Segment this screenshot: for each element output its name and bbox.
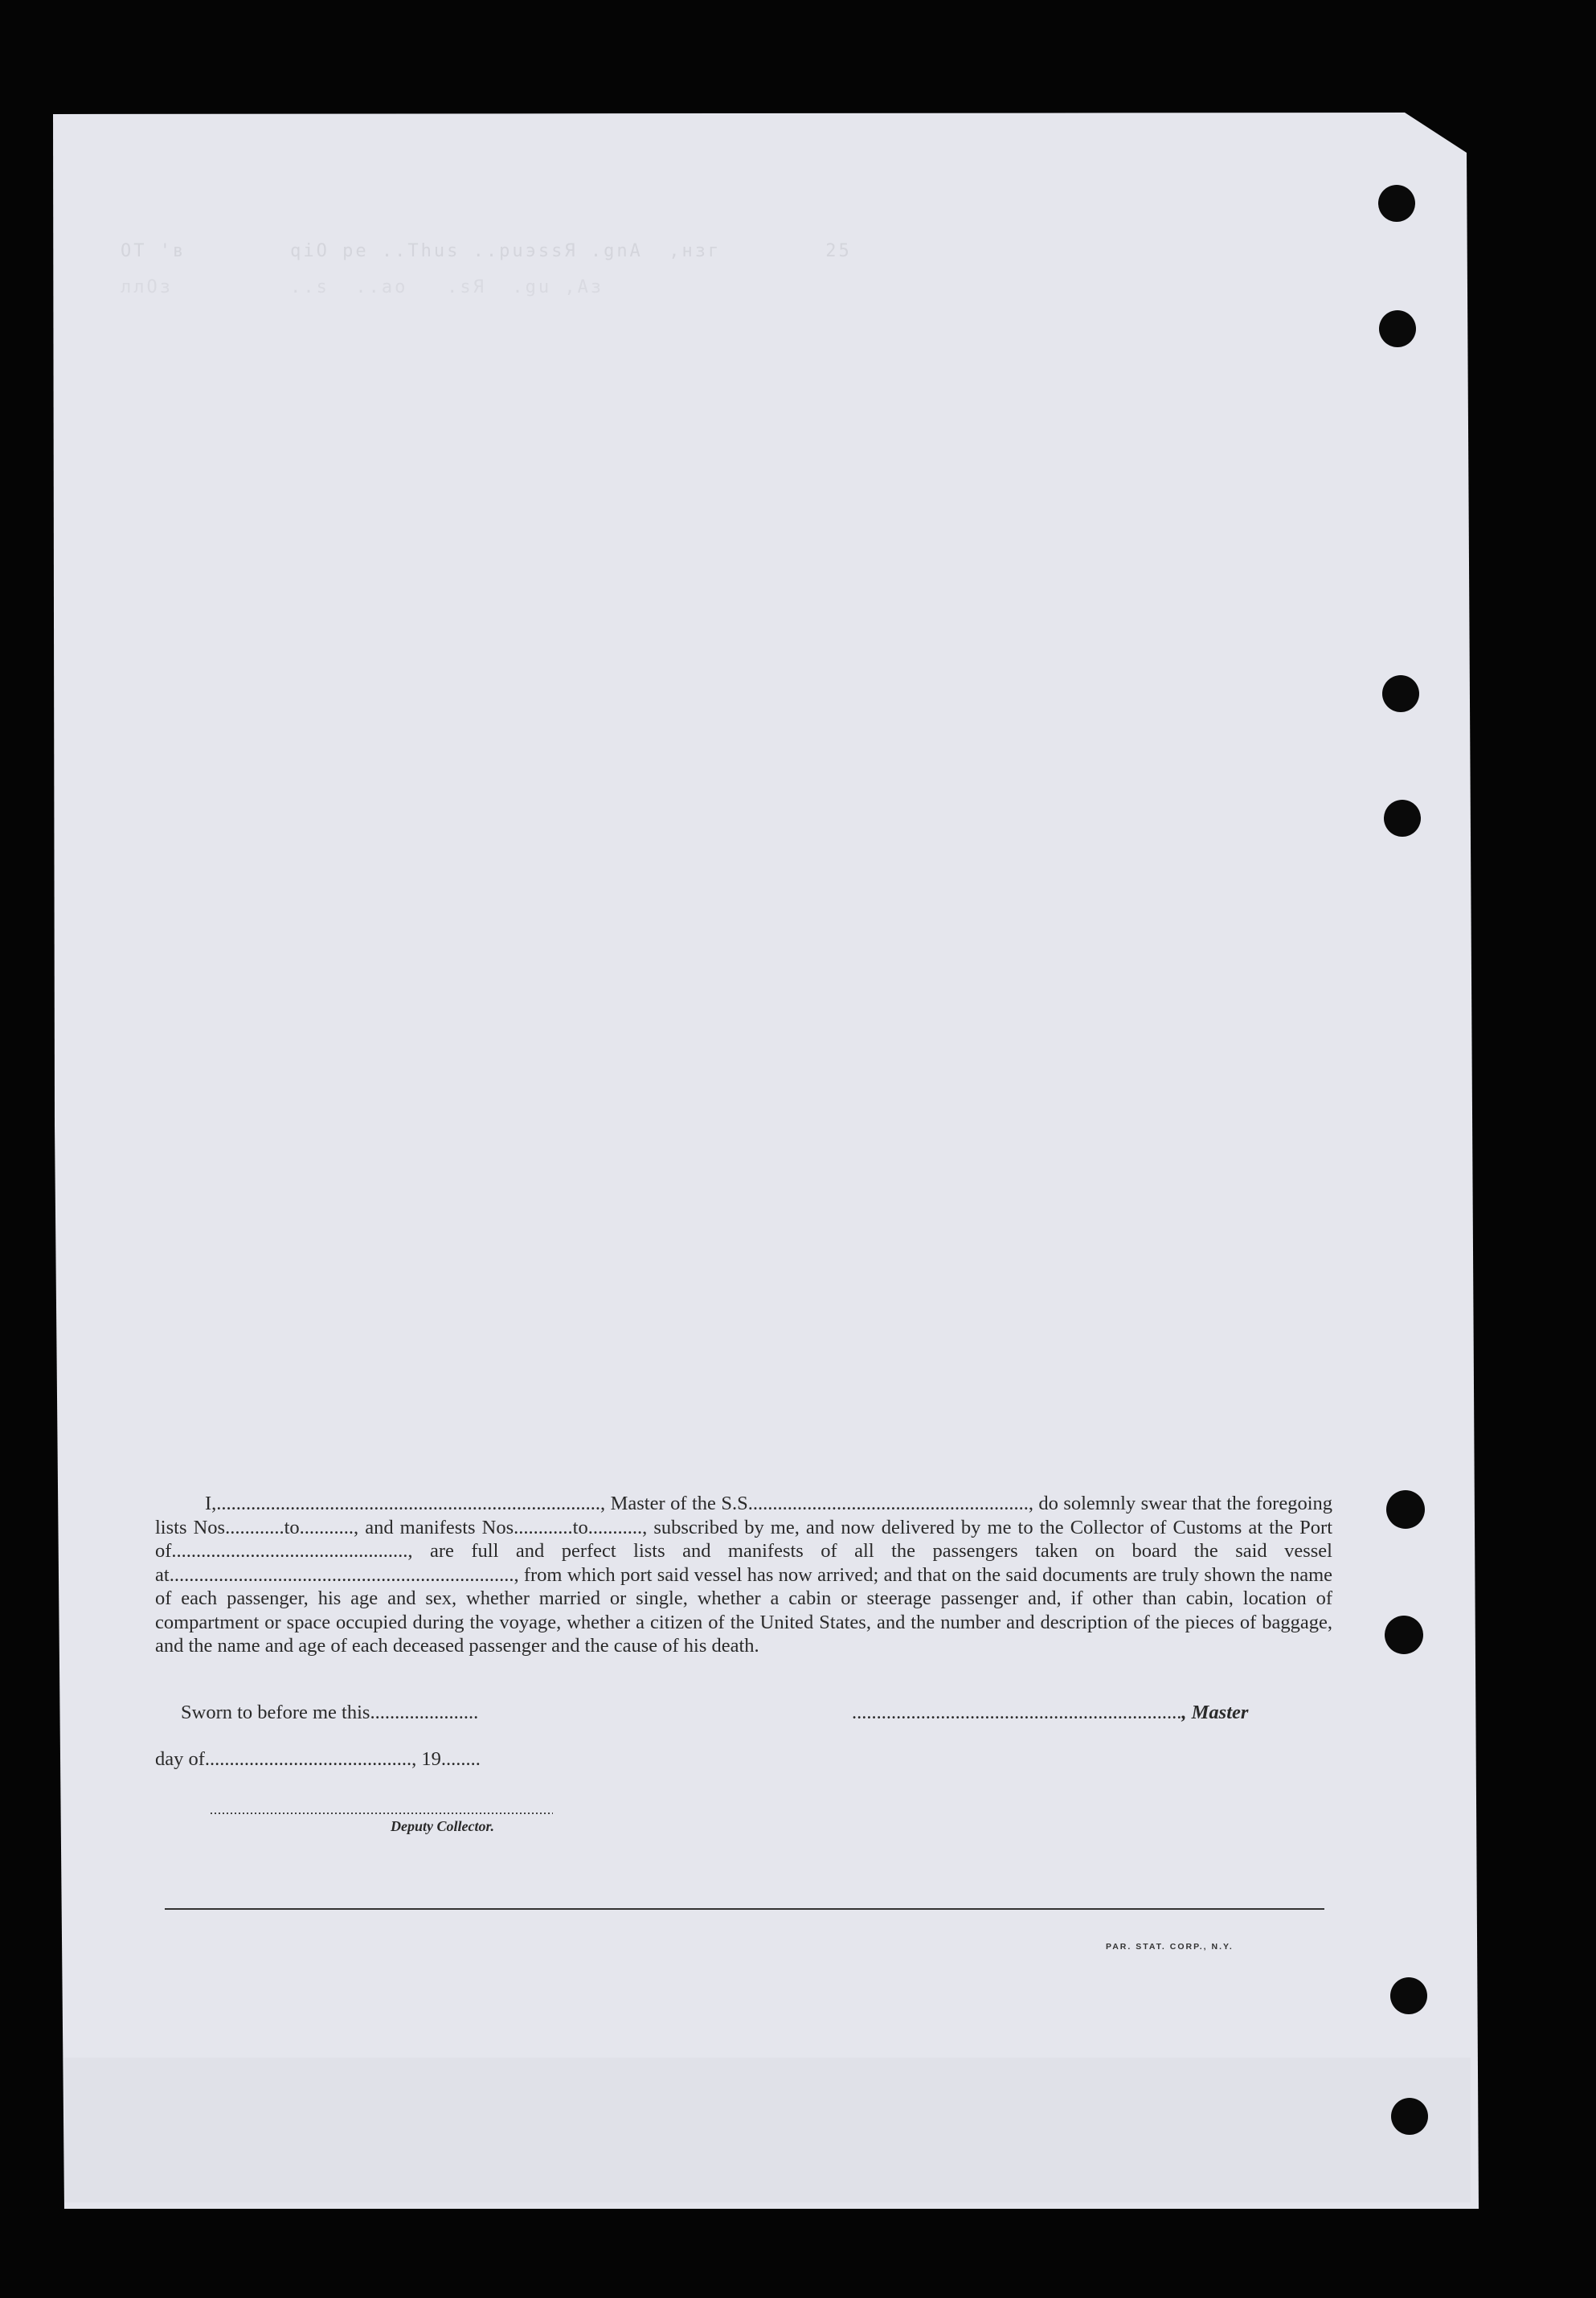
oath-blank[interactable]: ........... — [299, 1516, 354, 1538]
oath-text: , subscribed by me, and now delivered by me to the Collector of Customs at the Port of — [155, 1516, 1332, 1562]
oath-text: I, — [205, 1493, 217, 1514]
oath-blank[interactable]: ............ — [514, 1516, 573, 1538]
oath-text: , from which port said vessel has now arrived; and that on the said documents are truly shown the name of each passenger, his age and sex, whether married or single, whether a cabin or steerage passenger and, if other than cabin, location of compartment or space occupied during the voyage, whether a citizen of the United States, and the number and description of the pieces of baggage, and the name and age of each deceased passenger and the cause of his death. — [155, 1563, 1332, 1657]
manifest-page — [53, 113, 1479, 2209]
oath-text: , are full and perfect lists and manifests of all the passengers taken on board the said vessel at — [155, 1540, 1332, 1586]
oath-text: , and manifests Nos — [354, 1516, 514, 1538]
punch-hole — [1385, 1616, 1423, 1654]
master-signature-line — [852, 1702, 1248, 1724]
oath-text: to — [284, 1516, 300, 1538]
oath-blank[interactable]: ...................................................................... — [169, 1563, 514, 1586]
oath-blank[interactable]: ......................................................... — [747, 1493, 1029, 1514]
punch-hole — [1379, 310, 1416, 347]
punch-hole — [1382, 675, 1419, 712]
oath-text: , do solemnly swear that the foregoing lists Nos — [155, 1493, 1332, 1538]
oath-blank[interactable]: ............ — [225, 1516, 284, 1538]
punch-hole — [1390, 1977, 1427, 2014]
deputy-collector-label: Deputy Collector. — [391, 1818, 494, 1834]
bleed-through-line-2: ллОз ..s ..ао .sЯ .gu ,Аз — [121, 277, 604, 297]
bleed-through-line-1: ОТ 'в qiO pe ..Thus ..рuэssЯ .gnA ,нзг 25 — [121, 241, 852, 261]
oath-text: , Master of the S.S — [600, 1493, 748, 1514]
day-of-line — [155, 1748, 481, 1771]
printer-imprint: PAR. STAT. CORP., N.Y. — [1106, 1942, 1234, 1952]
punch-hole — [1391, 2098, 1428, 2135]
oath-blank[interactable]: ................................................ — [171, 1540, 408, 1562]
year-blank[interactable]: ........ — [440, 1748, 481, 1770]
master-signature-blank[interactable]: ................................................................... — [852, 1702, 1182, 1723]
year-prefix: , 19 — [411, 1748, 441, 1770]
sworn-label: Sworn to before me this — [181, 1702, 370, 1723]
punch-hole — [1384, 800, 1421, 837]
oath-blank[interactable]: ........... — [587, 1516, 643, 1538]
day-of-label: day of — [155, 1748, 205, 1770]
master-label: , Master — [1181, 1702, 1249, 1723]
oath-blank[interactable]: .............................................................................. — [216, 1493, 601, 1514]
sworn-before-line — [181, 1702, 478, 1724]
punch-hole — [1386, 1490, 1425, 1529]
punch-hole — [1378, 185, 1415, 222]
oath-text: to — [572, 1516, 588, 1538]
month-blank[interactable]: .......................................... — [204, 1748, 412, 1770]
sworn-day-blank[interactable]: ...................... — [370, 1702, 479, 1723]
master-oath-paragraph — [155, 1492, 1332, 1658]
